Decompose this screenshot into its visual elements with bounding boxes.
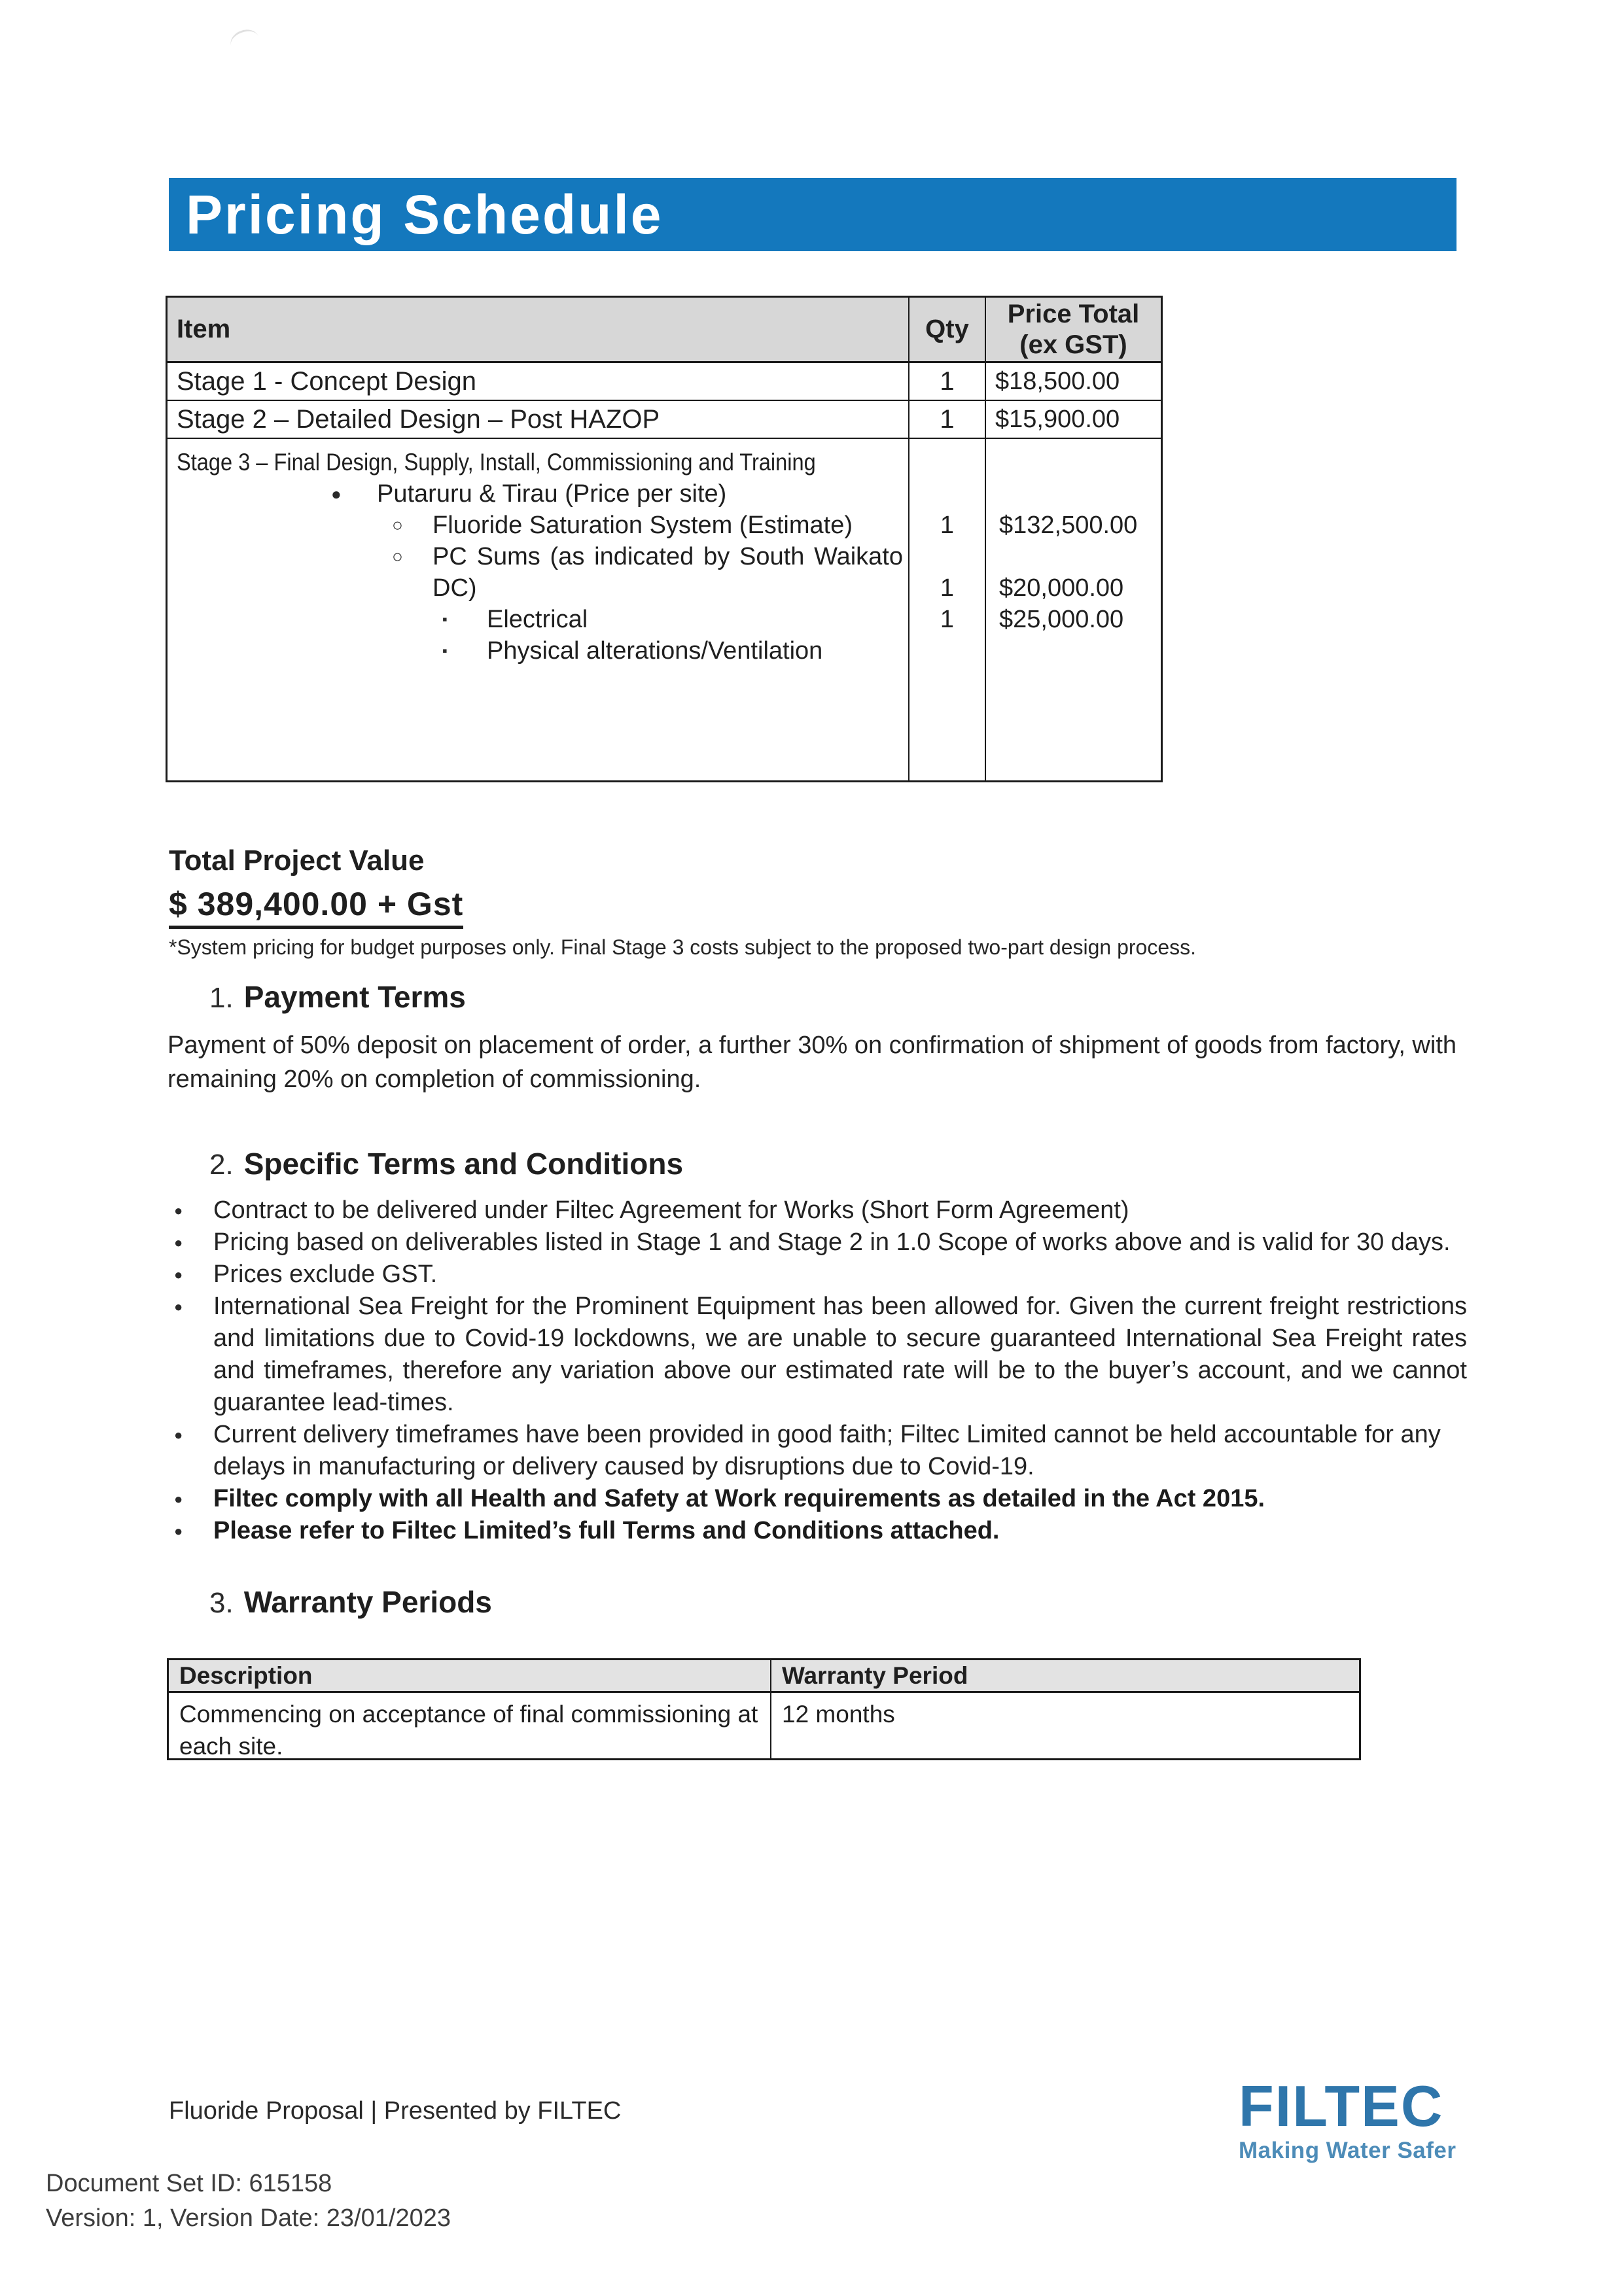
page-title-banner xyxy=(169,178,1456,251)
stage1-item: Stage 1 - Concept Design xyxy=(168,363,909,401)
column-header-item: Item xyxy=(168,298,909,363)
document-version: Version: 1, Version Date: 23/01/2023 xyxy=(46,2204,451,2232)
stage3-qty-line xyxy=(909,478,985,510)
bullet-text: Contract to be delivered under Filtec Agreement for Works (Short Form Agreement) xyxy=(213,1196,1129,1224)
list-item xyxy=(171,1226,1467,1259)
stage3-price-line xyxy=(986,635,1161,667)
section-number: 1. xyxy=(209,982,234,1014)
stage3-qty-cell xyxy=(909,439,986,780)
stage3-qty-line: 1 xyxy=(940,574,955,602)
stage3-subitem-label: Putaruru & Tirau (Price per site) xyxy=(377,479,727,508)
column-header-price-line2: (ex GST) xyxy=(1019,330,1127,359)
stage3-subitem xyxy=(168,510,908,541)
pricing-table-header-row xyxy=(168,298,1161,363)
warranty-table-header-row xyxy=(169,1660,1359,1693)
bullet-circle-icon: ○ xyxy=(392,546,403,566)
bullet-disc-icon: ● xyxy=(174,1523,183,1539)
document-set-id: Document Set ID: 615158 xyxy=(46,2170,332,2197)
stage3-qty-line xyxy=(909,635,985,667)
bullet-circle-icon: ○ xyxy=(392,515,403,535)
list-item xyxy=(171,1194,1467,1226)
footer-document-title: Fluoride Proposal | Presented by FILTEC xyxy=(169,2097,622,2125)
stage3-price-line: $132,500.00 xyxy=(999,511,1138,539)
section-number: 2. xyxy=(209,1149,234,1181)
bullet-text: Filtec comply with all Health and Safety at Work requirements as detailed in the Act 2015. xyxy=(213,1485,1265,1512)
stage3-qty-line: 1 xyxy=(940,605,955,633)
stage1-qty: 1 xyxy=(909,363,986,401)
stage2-price: $15,900.00 xyxy=(986,401,1161,439)
stage3-price-line xyxy=(986,447,1161,478)
stage3-title-line xyxy=(168,447,908,478)
bullet-text: International Sea Freight for the Prominent Equipment has been allowed for. Given the current freight restrictions and limitations due to Covid-19 lockdowns, we are unable to secure guaranteed International Sea Freight rates and timeframes, therefore any variation above our estimated rate will be to the buyer’s account, and we cannot guarantee lead-times. xyxy=(213,1293,1467,1416)
total-note: *System pricing for budget purposes only. Final Stage 3 costs subject to the proposed two-part design process. xyxy=(169,935,1197,959)
filtec-logo-wordmark: FILTEC xyxy=(1239,2074,1444,2138)
total-label: Total Project Value xyxy=(169,844,425,877)
total-project-value-block xyxy=(169,844,1196,960)
list-item xyxy=(171,1291,1467,1419)
payment-terms-body: Payment of 50% deposit on placement of order, a further 30% on confirmation of shipment of goods from factory, with remaining 20% on completion of commissioning. xyxy=(168,1032,1457,1093)
bullet-text: Pricing based on deliverables listed in Stage 1 and Stage 2 in 1.0 Scope of works above and is valid for 30 days. xyxy=(213,1228,1451,1256)
pricing-table xyxy=(166,296,1163,782)
stage1-price: $18,500.00 xyxy=(986,363,1161,401)
table-row-stage2 xyxy=(168,401,1161,439)
column-header-warranty-period: Warranty Period xyxy=(771,1660,1359,1693)
table-row-stage1 xyxy=(168,363,1161,401)
stage2-qty: 1 xyxy=(909,401,986,439)
bullet-disc-icon: ● xyxy=(174,1234,183,1251)
filtec-logo xyxy=(1239,2074,1474,2164)
total-value: $ 389,400.00 + Gst xyxy=(169,885,463,929)
warranty-period: 12 months xyxy=(782,1701,895,1728)
bullet-disc-icon: ● xyxy=(174,1427,183,1443)
section-title: Specific Terms and Conditions xyxy=(243,1147,684,1181)
bullet-square-icon: ▪ xyxy=(442,642,448,659)
stage3-subitem xyxy=(168,635,908,667)
list-item xyxy=(171,1259,1467,1291)
section-title: Payment Terms xyxy=(243,980,466,1014)
column-header-price-line1: Price Total xyxy=(1007,299,1140,328)
bullet-square-icon: ▪ xyxy=(442,611,448,627)
stage3-subitem-label: DC) xyxy=(432,574,477,602)
stage3-qty-line xyxy=(909,541,985,572)
table-row-stage3 xyxy=(168,439,1161,780)
section-heading-payment-terms xyxy=(209,979,466,1015)
warranty-description: Commencing on acceptance of final commissioning at each site. xyxy=(169,1693,771,1758)
stage3-price-line xyxy=(986,478,1161,510)
stage3-subitem xyxy=(168,604,908,635)
stage3-subitem xyxy=(168,541,908,572)
list-item xyxy=(171,1419,1467,1483)
section-number: 3. xyxy=(209,1587,234,1619)
stage3-subitem-label: Electrical xyxy=(487,605,588,633)
document-metadata xyxy=(46,2166,451,2236)
bullet-disc-icon: ● xyxy=(174,1298,183,1315)
stage3-price-line xyxy=(986,541,1161,572)
stage3-title: Stage 3 – Final Design, Supply, Install, Commissioning and Training xyxy=(177,449,816,476)
stage3-subitem xyxy=(168,572,908,604)
stage3-subitem-label: Fluoride Saturation System (Estimate) xyxy=(432,511,853,539)
column-header-qty: Qty xyxy=(909,298,986,363)
column-header-description: Description xyxy=(169,1660,771,1693)
warranty-table-row xyxy=(169,1693,1359,1758)
column-header-price xyxy=(986,298,1161,363)
list-item xyxy=(171,1515,1467,1547)
stage3-price-cell xyxy=(986,439,1161,780)
bullet-disc-icon: ● xyxy=(174,1491,183,1507)
bullet-text: Current delivery timeframes have been provided in good faith; Filtec Limited cannot be held accountable for any delays in manufacturing or delivery caused by disruptions due to Covid-19. xyxy=(213,1421,1441,1480)
stage3-subitem xyxy=(168,478,908,510)
list-item xyxy=(171,1483,1467,1515)
stage3-item-cell xyxy=(168,439,909,780)
stage3-qty-line: 1 xyxy=(940,511,955,539)
bullet-disc-icon: ● xyxy=(174,1266,183,1283)
bullet-text: Please refer to Filtec Limited’s full Terms and Conditions attached. xyxy=(213,1517,1000,1544)
bullet-text: Prices exclude GST. xyxy=(213,1261,438,1288)
page-title: Pricing Schedule xyxy=(186,184,663,245)
stage3-price-line: $20,000.00 xyxy=(999,574,1124,602)
warranty-table xyxy=(167,1658,1361,1760)
terms-bullet-list xyxy=(171,1194,1467,1547)
section-heading-warranty-periods xyxy=(209,1584,492,1620)
scan-artifact xyxy=(228,26,262,57)
bullet-disc-icon: ● xyxy=(174,1202,183,1219)
filtec-logo-tagline: Making Water Safer xyxy=(1239,2138,1456,2163)
section-title: Warranty Periods xyxy=(243,1585,492,1619)
section-heading-specific-terms xyxy=(209,1146,683,1181)
bullet-disc-icon: ● xyxy=(331,483,342,504)
stage3-qty-line xyxy=(909,447,985,478)
stage2-item: Stage 2 – Detailed Design – Post HAZOP xyxy=(168,401,909,439)
stage3-subitem-label: PC Sums (as indicated by South Waikato xyxy=(432,542,903,570)
stage3-price-line: $25,000.00 xyxy=(999,605,1124,633)
stage3-subitem-label: Physical alterations/Ventilation xyxy=(487,636,823,665)
